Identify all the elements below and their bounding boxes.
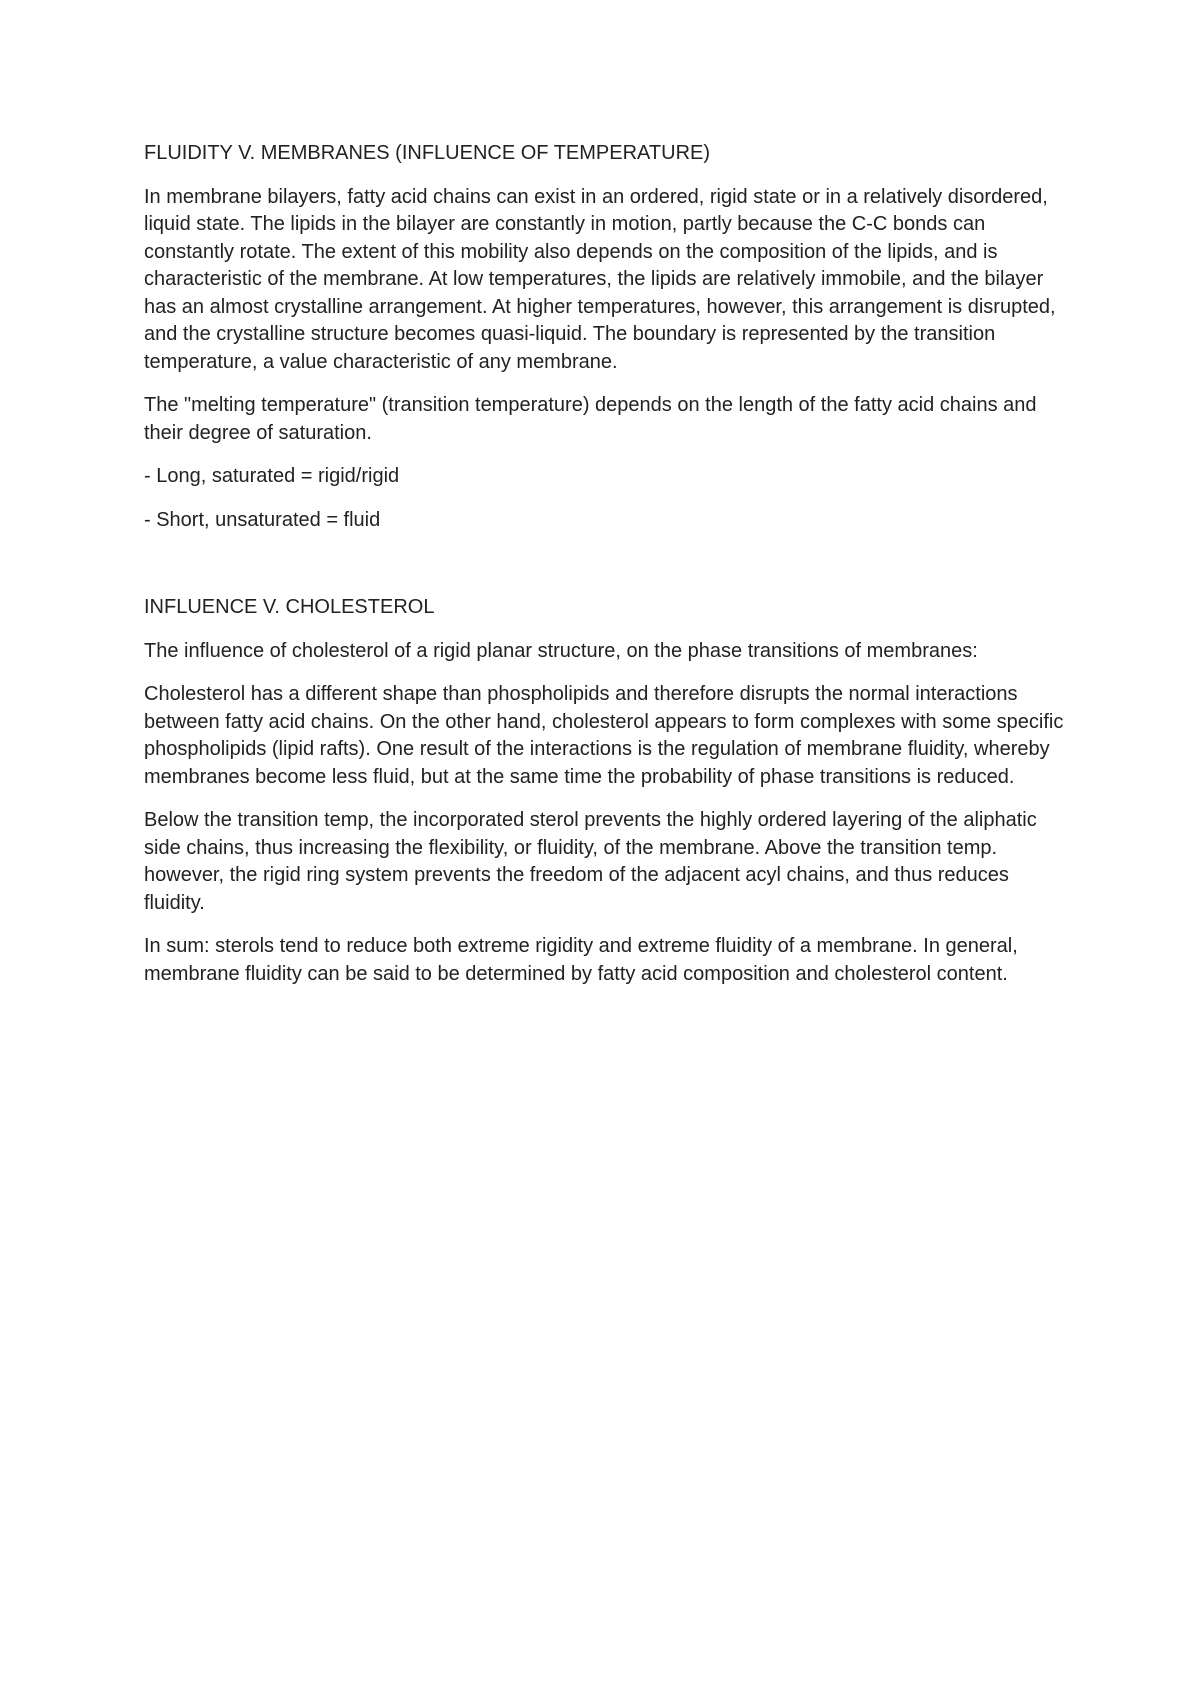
paragraph-cholesterol-shape: Cholesterol has a different shape than phospholipids and therefore disrupts the normal interactions between fatty acid chains. On the other hand, cholesterol appears to form complexes with some specific phospholipids (lipid rafts). One result of the interactions is the regulation of membrane fluidity, whereby membranes become less fluid, but at the same time the probability of phase transitions is reduced.: [144, 683, 1064, 788]
paragraph-melting-temperature: The "melting temperature" (transition temperature) depends on the length of the fatty acid chains and their degree of saturation.: [144, 394, 1037, 444]
section-spacer: [144, 550, 1064, 594]
paragraph-transition-temp: Below the transition temp, the incorporated sterol prevents the highly ordered layering of the aliphatic side chains, thus increasing the flexibility, or fluidity, of the membrane. Above the transition temp. however, the rigid ring system prevents the freedom of the adjacent acyl chains, and thus reduces fluidity.: [144, 809, 1037, 914]
section-heading-cholesterol: INFLUENCE V. CHOLESTEROL: [144, 596, 435, 618]
paragraph-summary: In sum: sterols tend to reduce both extreme rigidity and extreme fluidity of a membrane. In general, membrane fluidity can be said to be determined by fatty acid composition and cholesterol content.: [144, 935, 1018, 985]
section-heading-fluidity: FLUIDITY V. MEMBRANES (INFLUENCE OF TEMPERATURE): [144, 142, 711, 164]
list-item-short-unsaturated: - Short, unsaturated = fluid: [144, 508, 381, 531]
paragraph-cholesterol-influence: The influence of cholesterol of a rigid planar structure, on the phase transitions of membranes:: [144, 639, 978, 662]
paragraph-bilayer-states: In membrane bilayers, fatty acid chains can exist in an ordered, rigid state or in a relatively disordered, liquid state. The lipids in the bilayer are constantly in motion, partly because the C-C bonds can constantly rotate. The extent of this mobility also depends on the composition of the lipids, and is characteristic of the membrane. At low temperatures, the lipids are relatively immobile, and the bilayer has an almost crystalline arrangement. At higher temperatures, however, this arrangement is disrupted, and the crystalline structure becomes quasi-liquid. The boundary is represented by the transition temperature, a value characteristic of any membrane.: [144, 185, 1056, 373]
document-page: [144, 140, 1064, 1004]
list-item-long-saturated: - Long, saturated = rigid/rigid: [144, 465, 400, 487]
